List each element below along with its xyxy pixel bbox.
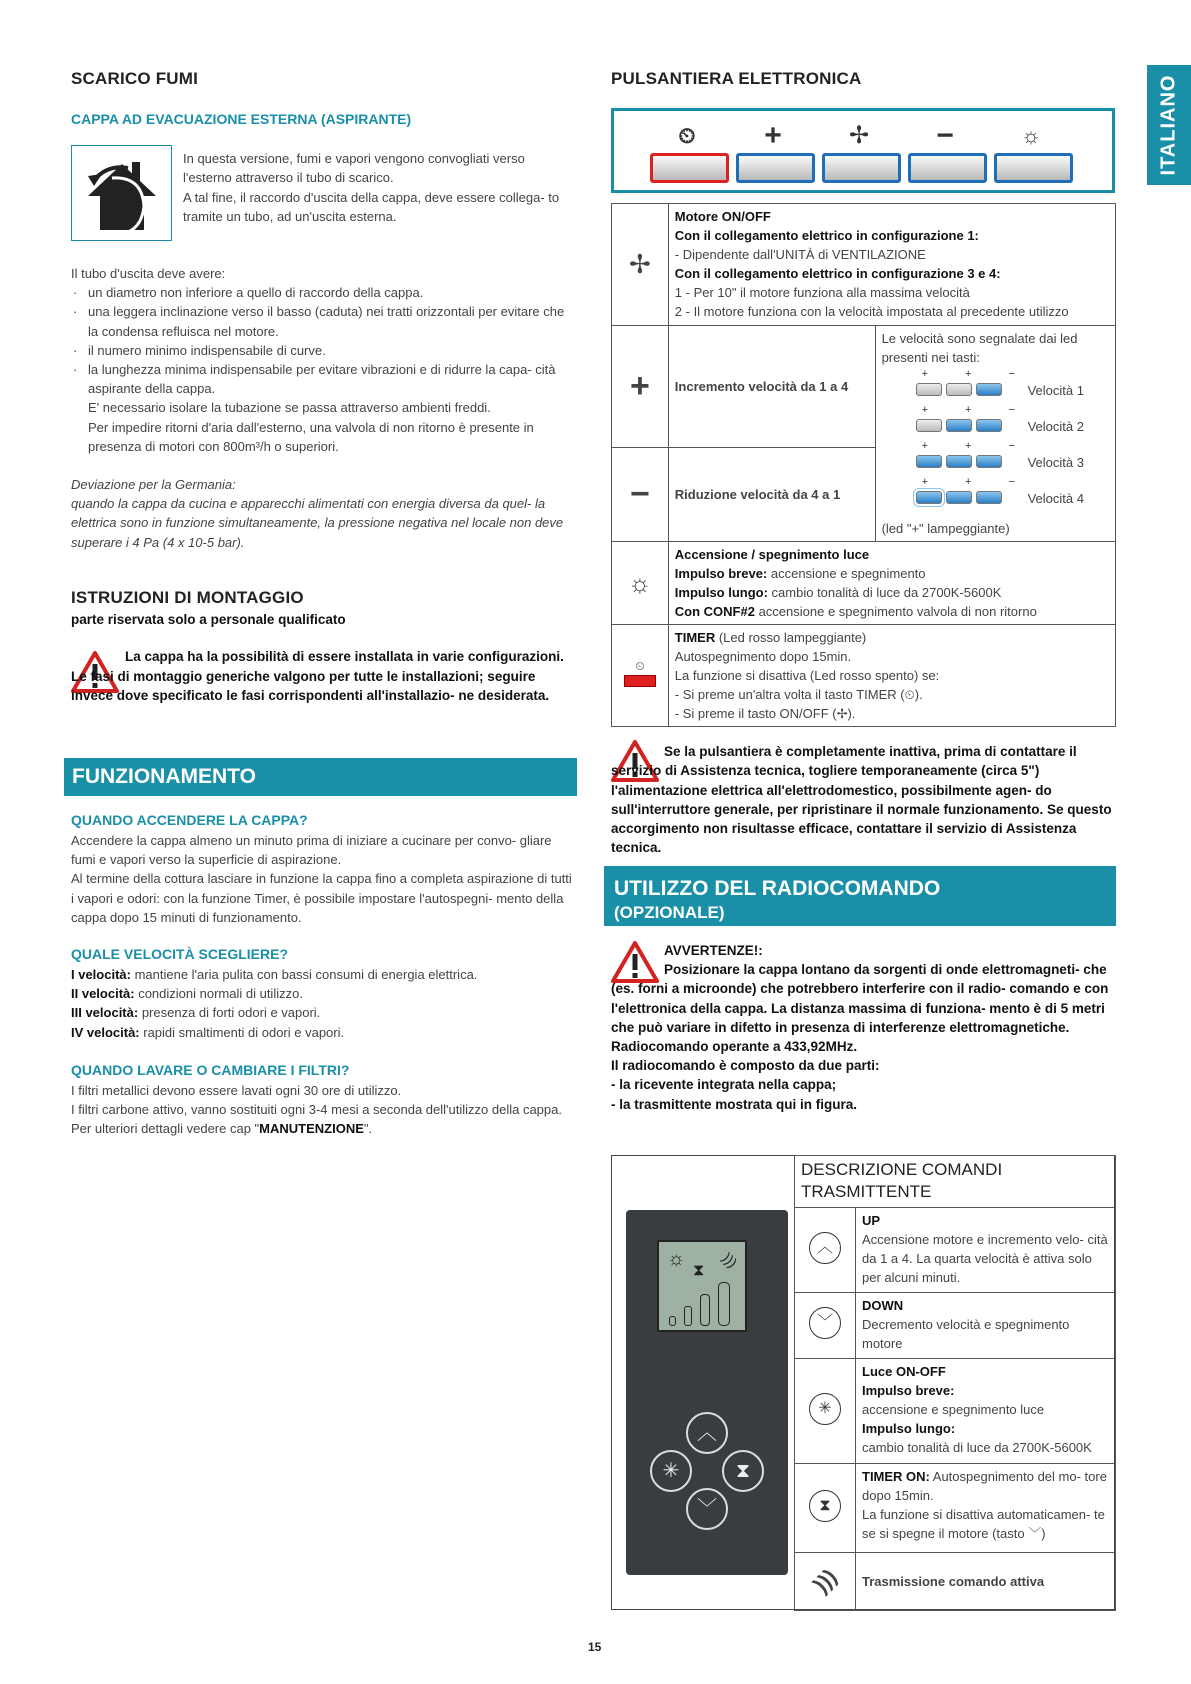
timer-button[interactable]	[650, 153, 729, 183]
filtri-text-1: I filtri metallici devono essere lavati ogni 30 ore di utilizzo.	[71, 1083, 402, 1098]
down-icon: ﹀	[1028, 1526, 1042, 1541]
fan-icon: ✢	[612, 204, 669, 326]
signal-icon: )))	[719, 1249, 741, 1271]
remote-lcd	[657, 1240, 747, 1332]
riduzione-label: Riduzione velocità da 4 a 1	[668, 448, 875, 542]
light-icon: ☼	[612, 542, 669, 625]
list-item: · un diametro non inferiore a quello di raccordo della cappa.	[71, 283, 576, 302]
desc-title-2: TRASMITTENTE	[801, 1182, 932, 1201]
speed-2-leds: + + −	[916, 405, 1032, 434]
control-table	[611, 203, 1116, 727]
list-item: I velocità: mantiene l'aria pulita con bassi consumi di energia elettrica.	[71, 967, 478, 982]
language-tab	[1147, 65, 1191, 185]
timer-button[interactable]: ⧗	[722, 1450, 764, 1492]
list-item: II velocità: condizioni normali di utilizzo.	[71, 986, 303, 1002]
language-tab-label: ITALIANO	[1157, 74, 1180, 176]
up-button[interactable]: ︿	[686, 1412, 728, 1454]
bar-icon	[684, 1306, 692, 1326]
down-icon: ﹀	[795, 1293, 856, 1359]
led-note: (led "+" lampeggiante)	[881, 521, 1010, 536]
speed-1-label: Velocità 1	[1027, 383, 1084, 398]
light-icon: ☼	[1020, 123, 1042, 148]
avvertenze-line: Radiocomando operante a 433,92MHz.	[611, 1039, 858, 1055]
desc-title-cell	[795, 1156, 1116, 1208]
istruzioni-subtitle: parte riservata solo a personale qualificato	[71, 612, 346, 627]
hourglass-icon: ⧗	[693, 1262, 705, 1279]
list-item: · una leggera inclinazione verso il basso (caduta) nei tratti orizzontali per evitare che la condensa refluisca nel motore.	[71, 302, 576, 340]
light-icon: ☼	[667, 1248, 686, 1270]
light-icon: ✳	[795, 1359, 856, 1464]
avvertenze-title: AVVERTENZE!:	[664, 943, 763, 958]
scarico-fumi-title: SCARICO FUMI	[71, 69, 199, 88]
control-panel	[611, 108, 1115, 193]
house-icon	[71, 145, 172, 241]
fan-button[interactable]	[822, 153, 901, 183]
tubo-section	[71, 264, 576, 456]
quando-text-1: Accendere la cappa almeno un minuto prima di iniziare a cucinare per convo- gliare fumi e vapori verso la superficie di aspirazione.	[71, 833, 552, 868]
speed-4-label: Velocità 4	[1027, 491, 1084, 506]
minus-icon: −	[612, 448, 669, 542]
bar-icon	[669, 1316, 676, 1326]
cappa-text-2: A tal fine, il raccordo d'uscita della cappa, deve essere collega- to tramite un tubo, ad un'uscita esterna.	[183, 190, 560, 225]
germania-section	[71, 475, 576, 552]
desc-title-1: DESCRIZIONE COMANDI	[801, 1160, 1003, 1179]
led-intro: Le velocità sono segnalate dai led presenti nei tasti:	[881, 331, 1078, 365]
tubo-intro: Il tubo d'uscita deve avere:	[71, 266, 226, 281]
remote-control	[626, 1210, 788, 1575]
quando-section	[71, 831, 576, 927]
motore-cell: Motore ON/OFF Con il collegamento elettrico in configurazione 1: - Dipendente dall'UNITÀ di VENTILAZIONE Con il collegamento elettrico in configurazione 3 e 4: 1 - Per 10" il motore funziona alla massima velocità 2 - Il motore funziona con la velocità impostata al precedente utilizzo	[668, 204, 1115, 326]
plus-icon: +	[764, 119, 782, 152]
speed-4-leds: + + −	[916, 477, 1032, 506]
down-cell: DOWN Decremento velocità e spegnimento motore	[856, 1293, 1116, 1359]
quale-velocita-title: QUALE VELOCITÀ SCEGLIERE?	[71, 946, 289, 962]
bar-icon	[700, 1294, 710, 1326]
signal-icon: )))	[795, 1553, 856, 1611]
down-button[interactable]: ﹀	[686, 1488, 728, 1530]
cappa-aspirante-title: CAPPA AD EVACUAZIONE ESTERNA (ASPIRANTE)	[71, 111, 412, 127]
avvertenze-line: Il radiocomando è composto da due parti:	[611, 1058, 880, 1074]
minus-icon: −	[936, 119, 954, 152]
light-button[interactable]	[994, 153, 1073, 183]
filtri-text-2: I filtri carbone attivo, vanno sostituiti ogni 3-4 mesi a seconda dell'utilizzo della cappa.	[71, 1102, 562, 1118]
timer-cell: TIMER (Led rosso lampeggiante) Autospegnimento dopo 15min. La funzione si disattiva (Led rosso spento) se: - Si preme un'altra volta il tasto TIMER (⏲). - Si preme il tasto ON/OFF (✢).	[668, 625, 1115, 727]
remote-description-table	[794, 1155, 1116, 1611]
list-item: · la lunghezza minima indispensabile per evitare vibrazioni e di ridurre la capa- cità aspirante della cappa.	[71, 360, 576, 398]
tubo-note-1: E' necessario isolare la tubazione se passa attraverso ambienti freddi.	[88, 400, 491, 416]
up-cell: UP Accensione motore e incremento velo- cità da 1 a 4. La quarta velocità è attiva solo per alcuni minuti.	[856, 1208, 1116, 1293]
fan-icon: ✢	[848, 122, 870, 149]
led-speed-cell	[875, 326, 1115, 542]
cappa-text-1: In questa versione, fumi e vapori vengono convogliati verso l'esterno attraverso il tubo di scarico.	[183, 151, 525, 186]
germania-title: Deviazione per la Germania:	[71, 477, 236, 492]
page-number: 15	[588, 1640, 602, 1654]
luce-cell: Accensione / spegnimento luce Impulso breve: accensione e spegnimento Impulso lungo: cambio tonalità di luce da 2700K-5600K Con CONF#2 accensione e spegnimento valvola di non ritorno	[668, 542, 1115, 625]
timer-on-cell: TIMER ON: Autospegnimento del mo- tore dopo 15min. La funzione si disattiva automaticamen- te se si spegne il motore (tasto ﹀)	[856, 1464, 1116, 1553]
speed-1-leds: + + −	[916, 369, 1032, 398]
quando-text-2: Al termine della cottura lasciare in funzione la cappa fino a completa aspirazione di tutti i vapori e odori: con la funzione Timer, è possibile impostare l'autospegni- mento della cappa dopo 15 minuti di funzionamento.	[71, 871, 572, 925]
velocita-list	[71, 965, 576, 1042]
quando-accendere-title: QUANDO ACCENDERE LA CAPPA?	[71, 812, 308, 828]
plus-icon: +	[612, 326, 669, 448]
trasmissione-label: Trasmissione comando attiva	[856, 1553, 1116, 1611]
incremento-label: Incremento velocità da 1 a 4	[668, 326, 875, 448]
radiocomando-title: UTILIZZO DEL RADIOCOMANDO	[614, 877, 941, 900]
luce-onoff-cell: Luce ON-OFF Impulso breve: accensione e spegnimento luce Impulso lungo: cambio tonalità di luce da 2700K-5600K	[856, 1359, 1116, 1464]
speed-2-label: Velocità 2	[1027, 419, 1084, 434]
pulsantiera-warning-text: Se la pulsantiera è completamente inattiva, prima di contattare il servizio di Assistenza tecnica, togliere temporaneamente (circa 5") l'alimentazione elettrica all'elettrodomestico, possibilmente agen- do sull'interruttore generale, per ripristinare il normale funzionamento. Se questo accorgimento non risultasse efficace, contattare il servizio di Assistenza tecnica.	[611, 744, 1112, 856]
avvertenze-line: - la trasmittente mostrata qui in figura.	[611, 1096, 858, 1112]
plus-button[interactable]	[736, 153, 815, 183]
list-item: III velocità: presenza di forti odori e vapori.	[71, 1005, 321, 1021]
pulsantiera-title: PULSANTIERA ELETTRONICA	[611, 69, 862, 88]
istruzioni-title: ISTRUZIONI DI MONTAGGIO	[71, 588, 304, 607]
bar-icon	[718, 1282, 730, 1326]
light-button[interactable]: ✳	[650, 1450, 692, 1492]
tubo-note-2: Per impedire ritorni d'aria dall'esterno, una valvola di non ritorno è presente in presenza di motori con 800m³/h o superiori.	[88, 419, 534, 454]
speed-3-leds: + + −	[916, 441, 1032, 470]
avvertenze-line: - la ricevente integrata nella cappa;	[611, 1077, 837, 1093]
filtri-text-3: Per ulteriori dettagli vedere cap "MANUTENZIONE".	[71, 1121, 373, 1137]
list-item: IV velocità: rapidi smaltimenti di odori e vapori.	[71, 1024, 345, 1040]
funzionamento-band: FUNZIONAMENTO	[64, 758, 577, 796]
speed-3-label: Velocità 3	[1027, 455, 1084, 470]
list-item: · il numero minimo indispensabile di curve.	[71, 341, 576, 360]
minus-button[interactable]	[908, 153, 987, 183]
germania-text: quando la cappa da cucina e apparecchi alimentati con energia diversa da quel- la elettrica sono in funzione simultaneamente, la pressione negativa nel locale non deve superare i 4 Pa (4 x 10-5 bar).	[71, 496, 564, 550]
filtri-section	[71, 1081, 576, 1139]
timer-red-led-icon: ⏲	[612, 625, 669, 727]
filtri-title: QUANDO LAVARE O CAMBIARE I FILTRI?	[71, 1062, 350, 1078]
hourglass-icon: ⧗	[795, 1464, 856, 1553]
istruzioni-warning-text: La cappa ha la possibilità di essere installata in varie configurazioni. Le fasi di montaggio generiche valgono per tutte le installazioni; seguire invece dove specificato le fasi corrispondenti all'installazio- ne desiderata.	[71, 649, 564, 703]
radiocomando-subtitle: (OPZIONALE)	[614, 903, 725, 922]
timer-icon: ⏲	[678, 123, 696, 148]
avvertenze-text: Posizionare la cappa lontano da sorgenti di onde elettromagneti- che (es. forni a microonde) che potrebbero interferire con il radio- comando e con l'elettronica della cappa. La distanza massima di funziona- mento è di 5 metri che può variare in difetto in presenza di interferenze elettromagnetiche.	[611, 962, 1109, 1035]
up-icon: ︿	[795, 1208, 856, 1293]
avvertenze-section	[611, 941, 1115, 1114]
radiocomando-band	[604, 866, 1116, 926]
